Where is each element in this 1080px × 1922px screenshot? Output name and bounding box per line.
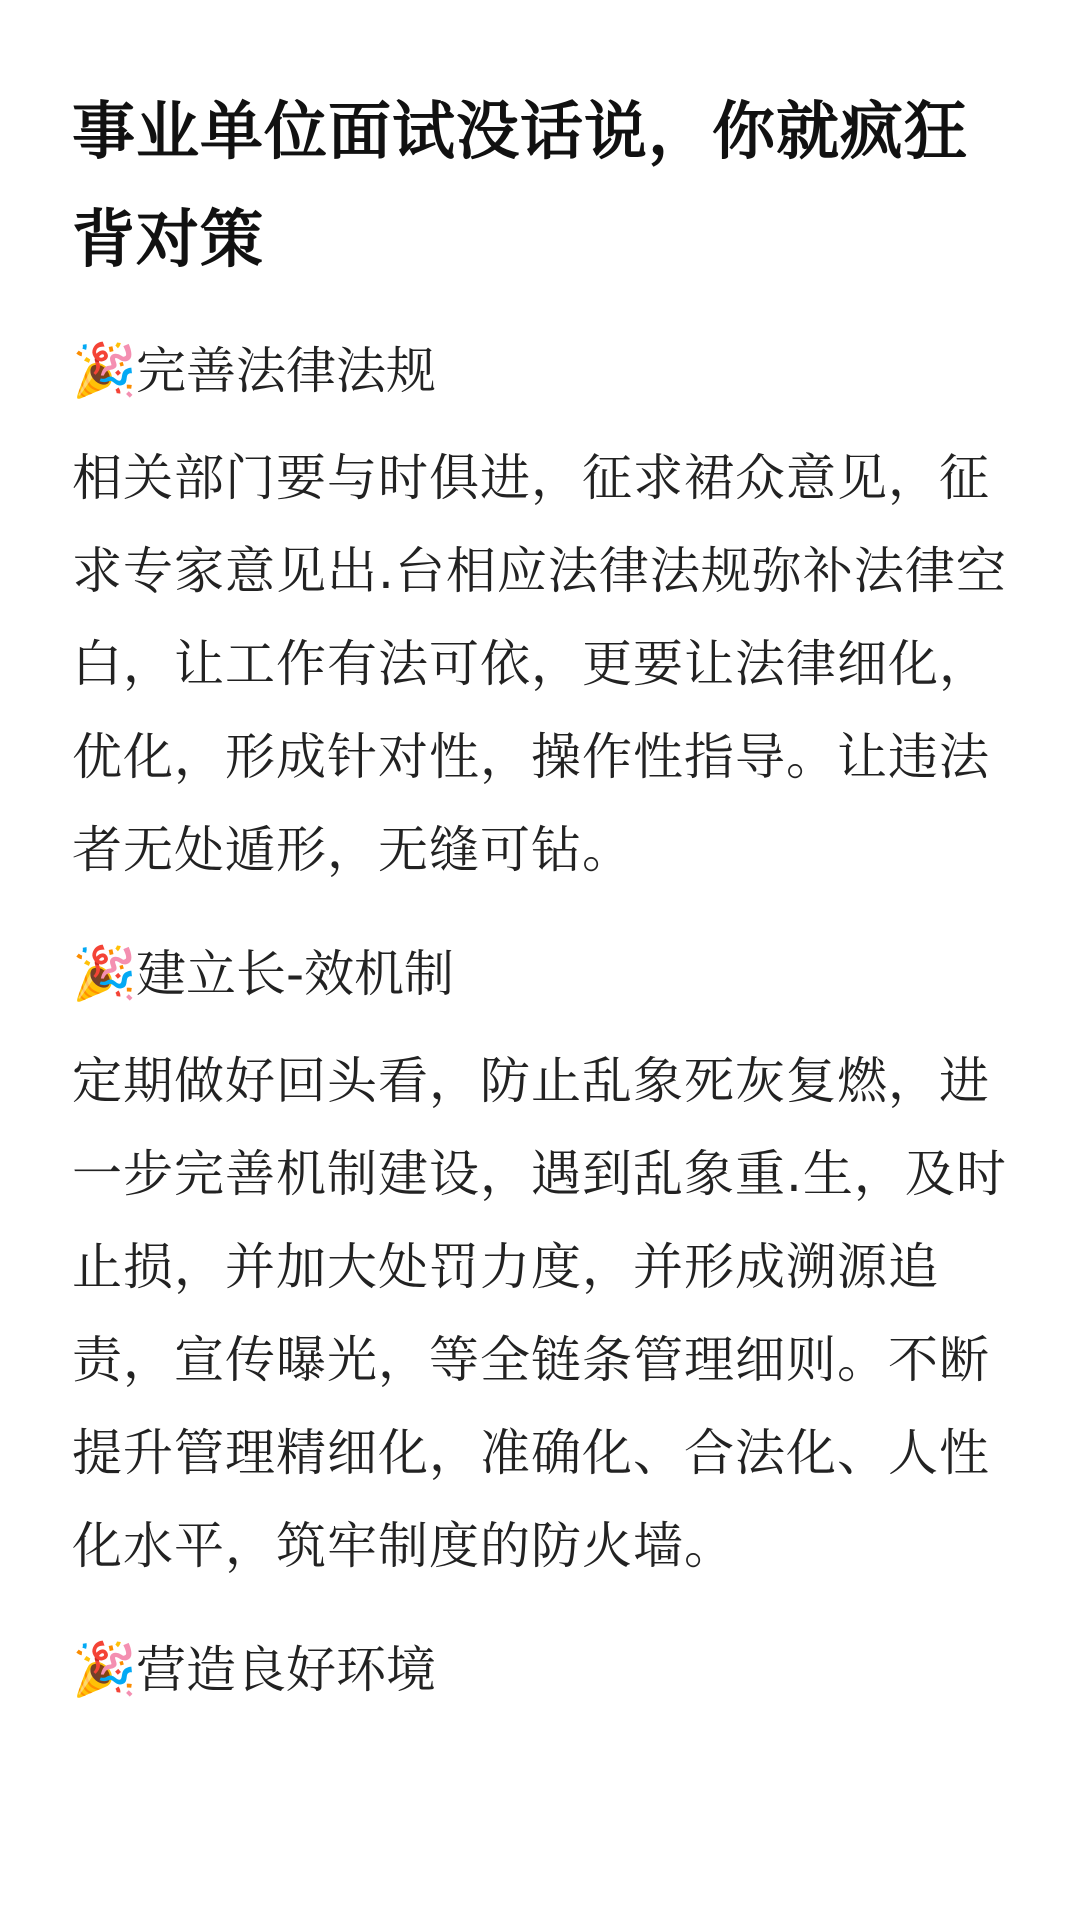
party-popper-icon: 🎉 [72,1640,137,1700]
section-body-1: 相关部门要与时俱进，征求裙众意见，征求专家意见出.台相应法律法规弥补法律空白，让工作有法可依，更要让法律细化，优化，形成针对性，操作性指导。让违法者无处遁形，无缝可钻。 [72,449,1007,879]
party-popper-icon: 🎉 [72,944,137,1004]
section-body-2: 定期做好回头看，防止乱象死灰复燃，进一步完善机制建设，遇到乱象重.生，及时止损，并加大处罚力度，并形成溯源追责，宣传曝光，等全链条管理细则。不断提升管理精细化，准确化、合法化、人性化水平，筑牢制度的防火墙。 [72,1052,1007,1575]
article [72,0,1012,1703]
section-heading-label: 营造良好环境 [136,1641,436,1699]
party-popper-icon: 🎉 [72,341,137,401]
article-title: 事业单位面试没话说，你就疯狂背对策 [72,95,968,276]
section-heading-label: 完善法律法规 [136,342,436,400]
section-heading-label: 建立长-效机制 [136,945,455,1003]
section-heading-2 [72,941,1012,1007]
section-heading-1 [72,338,1012,404]
section-heading-3 [72,1637,1012,1703]
